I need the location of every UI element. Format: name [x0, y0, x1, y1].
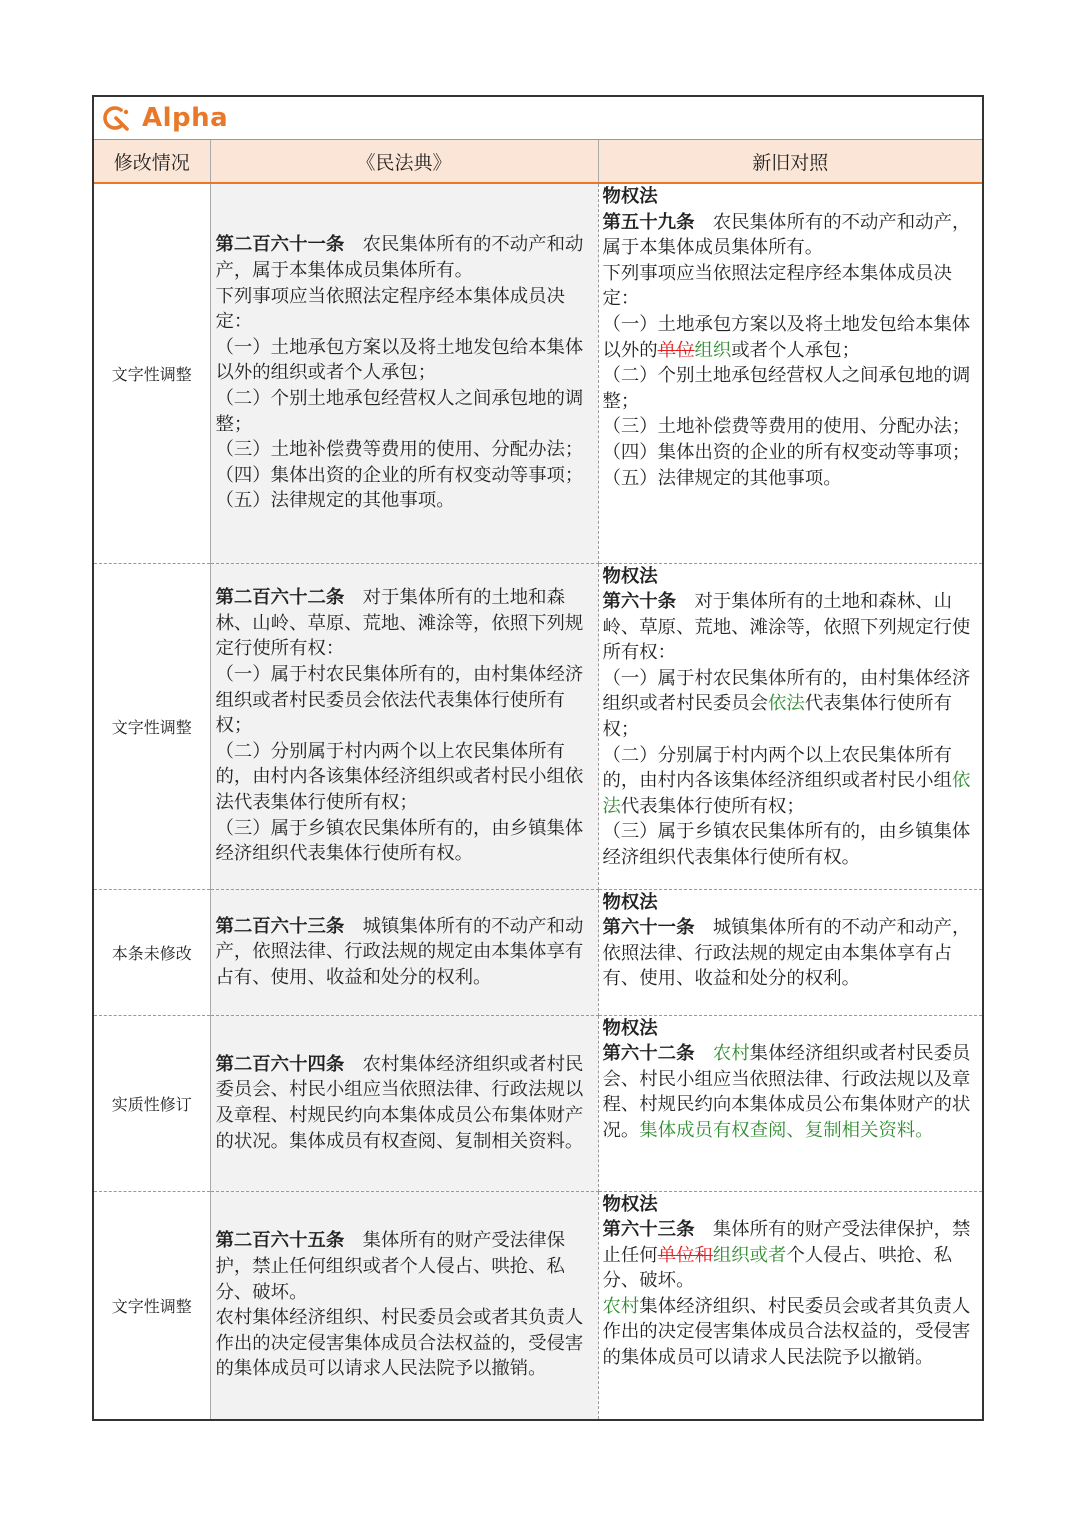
deleted-text: 单位和: [657, 1244, 713, 1266]
old-text: 城镇集体所有的不动产和动产，依照法律、行政法规的规定由本集体享有占有、使用、收益和处分的权利。: [602, 917, 971, 990]
old-text: （三）属于乡镇农民集体所有的，由乡镇集体经济组织代表集体行使所有权。: [602, 821, 971, 869]
civil-paragraph: [216, 1305, 594, 1382]
table-row: [94, 889, 982, 1015]
brand-name: Alpha: [142, 103, 229, 133]
civil-text: 农民集体所有的不动产和动产，属于本集体成员集体所有。: [215, 234, 584, 282]
civil-paragraph: [216, 662, 594, 739]
civil-text: （一）土地承包方案以及将土地发包给本集体以外的组织或者个人承包；: [215, 336, 584, 384]
modification-status: 实质性修订: [94, 1015, 210, 1191]
old-law-cell: [598, 183, 982, 563]
old-article-number: 第六十一条: [602, 917, 695, 939]
modification-status: 文字性调整: [94, 183, 210, 563]
civil-text: （四）集体出资的企业的所有权变动等事项；: [215, 464, 584, 486]
old-law-cell: [598, 1191, 982, 1419]
civil-text: 城镇集体所有的不动产和动产，依照法律、行政法规的规定由本集体享有占有、使用、收益和处分的权利。: [215, 915, 584, 988]
table-row: [94, 563, 982, 889]
old-text: 个人侵占、哄抢、私分、破坏。: [602, 1244, 952, 1292]
civil-article-number: 第二百六十四条: [215, 1053, 345, 1075]
old-text: 集体经济组织或者村民委员会、村民小组应当依照法律、行政法规以及章程、村规民约向本集体成员公布集体财产的状况。: [602, 1043, 971, 1141]
civil-paragraph: [216, 437, 594, 463]
old-article-number: 第六十条: [602, 591, 677, 613]
modification-status: 文字性调整: [94, 563, 210, 889]
old-text: 对于集体所有的土地和森林、山岭、草原、荒地、滩涂等，依照下列规定行使所有权：: [602, 591, 971, 664]
added-text: 依法: [768, 693, 805, 715]
civil-text: 对于集体所有的土地和森林、山岭、草原、荒地、滩涂等，依照下列规定行使所有权：: [215, 587, 584, 660]
old-text: 代表集体行使所有权；: [602, 693, 952, 741]
table-header-row: [94, 140, 982, 183]
old-text: （一）属于村农民集体所有的，由村集体经济组织或者村民委员会: [602, 667, 971, 715]
old-text: （二）个别土地承包经营权人之间承包地的调整；: [602, 365, 971, 412]
old-paragraph: [603, 819, 979, 870]
added-text: 组织: [694, 339, 732, 361]
civil-paragraph: [216, 488, 594, 514]
source-law-name: 物权法: [602, 565, 658, 587]
table-row: [94, 1015, 982, 1191]
civil-text: （三）土地补偿费等费用的使用、分配办法；: [215, 439, 584, 461]
civil-article-number: 第二百六十二条: [215, 587, 345, 609]
old-paragraph: [603, 666, 979, 743]
old-text: （四）集体出资的企业的所有权变动等事项；: [602, 441, 971, 463]
civil-paragraph: [216, 1228, 594, 1305]
civil-paragraph: [216, 232, 594, 283]
civil-paragraph: [216, 1052, 594, 1154]
old-paragraph: [603, 261, 979, 312]
added-text: 依法: [602, 770, 971, 817]
civil-paragraph: [216, 739, 594, 816]
old-law-cell: [598, 889, 982, 1015]
old-law-cell: [598, 563, 982, 889]
source-law-name: 物权法: [602, 1193, 658, 1215]
old-article-number: 第六十三条: [602, 1219, 695, 1241]
old-paragraph: [603, 440, 979, 466]
civil-paragraph: [216, 585, 594, 662]
civil-text: 农村集体经济组织、村民委员会或者其负责人作出的决定侵害集体成员合法权益的，受侵害的集体成员可以请求人民法院予以撤销。: [215, 1307, 584, 1380]
comparison-table: [94, 140, 982, 1419]
civil-paragraph: [216, 335, 594, 386]
modification-status: 文字性调整: [94, 1191, 210, 1419]
old-paragraph: [603, 210, 979, 261]
old-paragraph: [603, 743, 979, 820]
old-text: 集体所有的财产受法律保护，禁止任何: [602, 1219, 971, 1266]
civil-code-cell: [210, 1191, 598, 1419]
civil-text: （二）分别属于村内两个以上农民集体所有的，由村内各该集体经济组织或者村民小组依法代表集体行使所有权；: [215, 740, 584, 813]
header-civil-code: 《民法典》: [210, 140, 598, 183]
document-page: [92, 95, 984, 1421]
civil-text: （二）个别土地承包经营权人之间承包地的调整；: [215, 388, 584, 435]
header-comparison: 新旧对照: [598, 140, 982, 183]
old-text: 或者个人承包；: [731, 339, 861, 361]
civil-code-cell: [210, 563, 598, 889]
civil-text: 集体所有的财产受法律保护，禁止任何组织或者个人侵占、哄抢、私分、破坏。: [215, 1230, 565, 1303]
old-law-cell: [598, 1015, 982, 1191]
added-text: 集体成员有权查阅、复制相关资料。: [639, 1119, 934, 1141]
civil-text: 下列事项应当依照法定程序经本集体成员决定：: [215, 285, 565, 333]
old-paragraph: [603, 466, 979, 492]
civil-article-number: 第二百六十三条: [215, 915, 345, 937]
civil-text: （三）属于乡镇农民集体所有的，由乡镇集体经济组织代表集体行使所有权。: [215, 817, 584, 865]
added-text: 农村: [712, 1043, 750, 1065]
civil-paragraph: [216, 816, 594, 867]
modification-status: 本条未修改: [94, 889, 210, 1015]
table-row: [94, 1191, 982, 1419]
old-article-number: 第五十九条: [602, 211, 695, 233]
old-text: 代表集体行使所有权；: [620, 795, 805, 817]
old-paragraph: [603, 1041, 979, 1143]
source-law-name: 物权法: [602, 1017, 658, 1039]
old-paragraph: [603, 915, 979, 992]
old-text: （二）分别属于村内两个以上农民集体所有的，由村内各该集体经济组织或者村民小组: [602, 744, 952, 792]
old-paragraph: [603, 589, 979, 666]
source-law-name: 物权法: [602, 891, 658, 913]
old-text: 集体经济组织、村民委员会或者其负责人作出的决定侵害集体成员合法权益的，受侵害的集体成员可以请求人民法院予以撤销。: [602, 1295, 971, 1369]
brand-header: [94, 97, 982, 140]
civil-paragraph: [216, 463, 594, 489]
old-text: 下列事项应当依照法定程序经本集体成员决定：: [602, 262, 952, 310]
civil-paragraph: [216, 284, 594, 335]
old-paragraph: [603, 1294, 979, 1371]
old-paragraph: [603, 414, 979, 440]
civil-article-number: 第二百六十五条: [215, 1230, 345, 1252]
alpha-logo-icon: [102, 104, 130, 132]
civil-code-cell: [210, 183, 598, 563]
civil-paragraph: [216, 386, 594, 437]
table-row: [94, 183, 982, 563]
added-text: 组织或者: [712, 1244, 787, 1266]
civil-text: （一）属于村农民集体所有的，由村集体经济组织或者村民委员会依法代表集体行使所有权；: [215, 664, 584, 737]
old-paragraph: [603, 312, 979, 363]
civil-text: 农村集体经济组织或者村民委员会、村民小组应当依照法律、行政法规以及章程、村规民约向本集体成员公布集体财产的状况。集体成员有权查阅、复制相关资料。: [215, 1053, 584, 1152]
old-text: 农民集体所有的不动产和动产，属于本集体成员集体所有。: [602, 211, 971, 259]
old-paragraph: [603, 363, 979, 414]
civil-code-cell: [210, 1015, 598, 1191]
deleted-text: 单位: [657, 339, 695, 361]
old-paragraph: [603, 1217, 979, 1294]
old-text: （一）土地承包方案以及将土地发包给本集体以外的: [602, 313, 971, 361]
added-text: 农村: [602, 1295, 640, 1317]
old-article-number: 第六十二条: [602, 1043, 695, 1065]
civil-text: （五）法律规定的其他事项。: [215, 490, 455, 512]
header-status: 修改情况: [94, 140, 210, 183]
civil-article-number: 第二百六十一条: [215, 234, 345, 256]
civil-paragraph: [216, 914, 594, 991]
old-text: （五）法律规定的其他事项。: [602, 467, 842, 489]
source-law-name: 物权法: [602, 186, 658, 207]
old-text: （三）土地补偿费等费用的使用、分配办法；: [602, 416, 971, 438]
civil-code-cell: [210, 889, 598, 1015]
